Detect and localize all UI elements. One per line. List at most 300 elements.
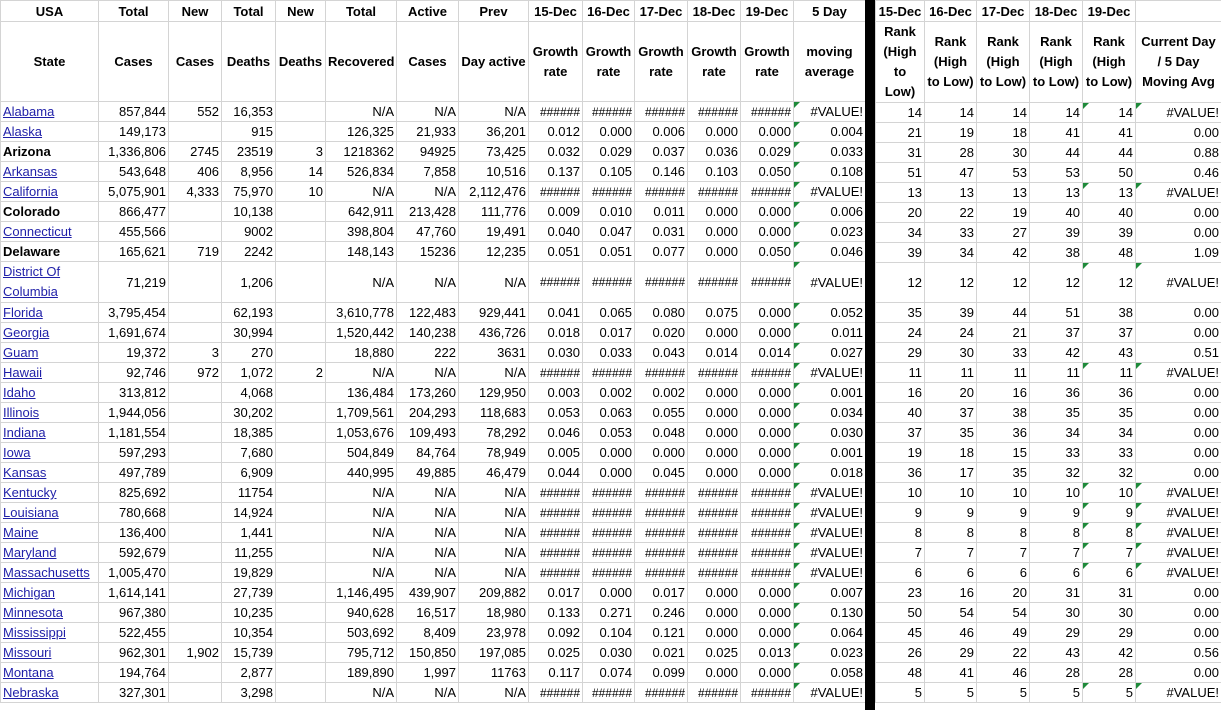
data-cell[interactable]: 1,072 [222,363,276,383]
state-name-cell[interactable]: Massachusetts [1,563,99,583]
data-cell[interactable]: #VALUE! [794,182,866,202]
data-cell[interactable]: 0.048 [635,423,688,443]
data-cell[interactable]: 126,325 [326,122,397,142]
rank-cell[interactable]: 48 [876,663,925,683]
rank-cell[interactable]: 30 [925,343,977,363]
data-cell[interactable]: 173,260 [397,383,459,403]
data-cell[interactable]: 4,333 [169,182,222,202]
data-cell[interactable] [169,403,222,423]
rank-cell[interactable]: 6 [925,563,977,583]
rank-cell[interactable]: 54 [977,603,1030,623]
data-cell[interactable]: 0.041 [529,303,583,323]
data-cell[interactable]: 552 [169,102,222,122]
data-cell[interactable]: N/A [397,363,459,383]
rank-cell[interactable]: 11 [977,363,1030,383]
data-cell[interactable]: 0.064 [794,623,866,643]
rank-cell[interactable]: 7 [876,543,925,563]
data-cell[interactable]: 0.000 [741,303,794,323]
data-cell[interactable]: 1,181,554 [99,423,169,443]
data-cell[interactable] [169,503,222,523]
data-cell[interactable]: 71,219 [99,262,169,303]
rank-cell[interactable]: 12 [977,263,1030,303]
state-name-cell[interactable]: Maine [1,523,99,543]
data-cell[interactable]: 0.000 [741,443,794,463]
rank-cell[interactable]: 31 [1030,583,1083,603]
data-cell[interactable]: 189,890 [326,663,397,683]
rank-cell[interactable]: 46 [977,663,1030,683]
data-cell[interactable]: 0.037 [635,142,688,162]
data-cell[interactable]: 8,956 [222,162,276,182]
data-cell[interactable]: 0.000 [688,443,741,463]
state-name-cell[interactable]: Florida [1,303,99,323]
rank-cell[interactable]: 17 [925,463,977,483]
data-cell[interactable]: 0.033 [794,142,866,162]
data-cell[interactable]: 543,648 [99,162,169,182]
data-cell[interactable]: 0.029 [741,142,794,162]
rank-cell[interactable]: 44 [1083,143,1136,163]
data-cell[interactable] [276,403,326,423]
data-cell[interactable]: 1,336,806 [99,142,169,162]
data-cell[interactable]: ###### [529,363,583,383]
data-cell[interactable]: 136,484 [326,383,397,403]
data-cell[interactable]: ###### [741,503,794,523]
data-cell[interactable]: 0.000 [741,423,794,443]
rank-cell[interactable]: 8 [1083,523,1136,543]
rank-cell[interactable]: 18 [977,123,1030,143]
data-cell[interactable]: 0.050 [741,242,794,262]
state-name-cell[interactable]: Connecticut [1,222,99,242]
data-cell[interactable]: N/A [397,503,459,523]
data-cell[interactable] [276,543,326,563]
state-name-cell[interactable]: Michigan [1,583,99,603]
data-cell[interactable]: 0.000 [688,423,741,443]
data-cell[interactable]: 597,293 [99,443,169,463]
rank-cell[interactable]: 7 [977,543,1030,563]
data-cell[interactable]: 2242 [222,242,276,262]
data-cell[interactable]: 0.000 [688,383,741,403]
rank-cell[interactable]: 14 [1030,103,1083,123]
data-cell[interactable]: 825,692 [99,483,169,503]
rank-cell[interactable]: 0.00 [1136,323,1221,343]
data-cell[interactable]: 0.246 [635,603,688,623]
rank-cell[interactable]: 13 [925,183,977,203]
data-cell[interactable]: ###### [529,683,583,703]
data-cell[interactable]: 1,691,674 [99,323,169,343]
data-cell[interactable]: 915 [222,122,276,142]
data-cell[interactable] [169,423,222,443]
data-cell[interactable] [169,383,222,403]
rank-cell[interactable]: 35 [925,423,977,443]
data-cell[interactable]: 165,621 [99,242,169,262]
state-name-cell[interactable]: Louisiana [1,503,99,523]
rank-cell[interactable]: 5 [977,683,1030,703]
data-cell[interactable]: ###### [635,563,688,583]
data-cell[interactable]: 36,201 [459,122,529,142]
data-cell[interactable]: N/A [326,182,397,202]
rank-cell[interactable]: 33 [925,223,977,243]
data-cell[interactable]: 0.023 [794,643,866,663]
data-cell[interactable]: N/A [326,523,397,543]
data-cell[interactable]: ###### [529,503,583,523]
data-cell[interactable]: ###### [741,182,794,202]
data-cell[interactable]: 0.000 [688,242,741,262]
rank-cell[interactable]: 0.88 [1136,143,1221,163]
rank-cell[interactable]: 44 [977,303,1030,323]
rank-cell[interactable]: 0.00 [1136,383,1221,403]
data-cell[interactable]: ###### [741,363,794,383]
data-cell[interactable]: N/A [397,182,459,202]
data-cell[interactable]: 47,760 [397,222,459,242]
rank-cell[interactable]: 34 [876,223,925,243]
data-cell[interactable]: 14 [276,162,326,182]
rank-cell[interactable]: #VALUE! [1136,523,1221,543]
header-cell[interactable]: Rank (High to Low) [1030,22,1083,103]
data-cell[interactable]: ###### [583,262,635,303]
rank-cell[interactable]: 29 [1083,623,1136,643]
data-cell[interactable]: ###### [688,683,741,703]
state-name-cell[interactable]: Minnesota [1,603,99,623]
data-cell[interactable] [169,262,222,303]
data-cell[interactable]: 0.009 [529,202,583,222]
rank-cell[interactable]: 11 [1030,363,1083,383]
data-cell[interactable]: 18,385 [222,423,276,443]
data-cell[interactable]: 0.020 [635,323,688,343]
data-cell[interactable] [276,503,326,523]
data-cell[interactable] [276,443,326,463]
header-cell[interactable]: 16-Dec [583,1,635,22]
header-cell[interactable]: Growth rate [635,22,688,102]
data-cell[interactable] [276,563,326,583]
data-cell[interactable]: 795,712 [326,643,397,663]
data-cell[interactable]: 10,235 [222,603,276,623]
data-cell[interactable]: 10,138 [222,202,276,222]
rank-cell[interactable]: 27 [977,223,1030,243]
rank-cell[interactable]: 36 [977,423,1030,443]
rank-cell[interactable]: 10 [977,483,1030,503]
data-cell[interactable]: 0.007 [794,583,866,603]
rank-cell[interactable]: 32 [1083,463,1136,483]
rank-cell[interactable]: 46 [925,623,977,643]
data-cell[interactable]: 2,877 [222,663,276,683]
data-cell[interactable]: ###### [583,523,635,543]
rank-cell[interactable]: 19 [925,123,977,143]
rank-cell[interactable]: #VALUE! [1136,563,1221,583]
data-cell[interactable]: ###### [529,523,583,543]
header-cell[interactable]: Prev [459,1,529,22]
data-cell[interactable]: 0.018 [529,323,583,343]
data-cell[interactable] [169,583,222,603]
data-cell[interactable]: 0.000 [688,463,741,483]
state-name-cell[interactable]: Kansas [1,463,99,483]
rank-cell[interactable]: 38 [1083,303,1136,323]
data-cell[interactable]: 0.010 [583,202,635,222]
data-cell[interactable]: 0.000 [741,323,794,343]
data-cell[interactable]: N/A [397,262,459,303]
data-cell[interactable]: 0.005 [529,443,583,463]
rank-cell[interactable]: 0.00 [1136,583,1221,603]
data-cell[interactable]: 327,301 [99,683,169,703]
data-cell[interactable]: 857,844 [99,102,169,122]
data-cell[interactable]: #VALUE! [794,363,866,383]
data-cell[interactable] [276,603,326,623]
data-cell[interactable] [276,102,326,122]
data-cell[interactable]: ###### [741,543,794,563]
rank-cell[interactable]: 29 [925,643,977,663]
rank-cell[interactable]: 16 [876,383,925,403]
data-cell[interactable]: 0.104 [583,623,635,643]
data-cell[interactable]: 18,880 [326,343,397,363]
data-cell[interactable]: ###### [635,262,688,303]
rank-cell[interactable]: 45 [876,623,925,643]
rank-cell[interactable]: 11 [925,363,977,383]
rank-cell[interactable]: 18 [925,443,977,463]
data-cell[interactable]: 0.032 [529,142,583,162]
data-cell[interactable] [169,663,222,683]
data-cell[interactable]: 0.006 [635,122,688,142]
data-cell[interactable]: ###### [741,563,794,583]
data-cell[interactable]: 0.030 [529,343,583,363]
data-cell[interactable]: ###### [635,503,688,523]
data-cell[interactable]: 406 [169,162,222,182]
data-cell[interactable]: #VALUE! [794,683,866,703]
rank-cell[interactable]: 0.00 [1136,603,1221,623]
rank-cell[interactable]: 0.00 [1136,123,1221,143]
rank-cell[interactable]: 28 [925,143,977,163]
rank-cell[interactable]: 51 [1030,303,1083,323]
data-cell[interactable] [169,202,222,222]
header-cell[interactable]: Recovered [326,22,397,102]
data-cell[interactable]: 5,075,901 [99,182,169,202]
rank-cell[interactable]: 37 [876,423,925,443]
data-cell[interactable]: 972 [169,363,222,383]
rank-cell[interactable]: 14 [1083,103,1136,123]
data-cell[interactable]: N/A [459,483,529,503]
data-cell[interactable]: 780,668 [99,503,169,523]
rank-cell[interactable]: 0.00 [1136,663,1221,683]
data-cell[interactable]: 9002 [222,222,276,242]
rank-cell[interactable]: 14 [925,103,977,123]
data-cell[interactable]: 3,795,454 [99,303,169,323]
data-cell[interactable]: 0.105 [583,162,635,182]
data-cell[interactable]: 0.077 [635,242,688,262]
header-cell[interactable]: Rank (High to Low) [977,22,1030,103]
rank-cell[interactable]: 0.00 [1136,443,1221,463]
data-cell[interactable]: 0.051 [529,242,583,262]
data-cell[interactable]: 398,804 [326,222,397,242]
header-cell[interactable]: USA [1,1,99,22]
data-cell[interactable]: 0.000 [741,663,794,683]
data-cell[interactable]: N/A [326,363,397,383]
data-cell[interactable]: 0.075 [688,303,741,323]
header-cell[interactable]: moving average [794,22,866,102]
data-cell[interactable]: 866,477 [99,202,169,222]
rank-cell[interactable]: 5 [1083,683,1136,703]
rank-cell[interactable]: 10 [1083,483,1136,503]
data-cell[interactable] [169,563,222,583]
header-cell[interactable]: Rank (High to Low) [925,22,977,103]
data-cell[interactable]: 0.034 [794,403,866,423]
rank-cell[interactable]: 33 [977,343,1030,363]
data-cell[interactable]: ###### [741,262,794,303]
data-cell[interactable]: 270 [222,343,276,363]
rank-cell[interactable]: #VALUE! [1136,543,1221,563]
data-cell[interactable]: 0.047 [583,222,635,242]
rank-cell[interactable]: 21 [876,123,925,143]
data-cell[interactable]: ###### [688,363,741,383]
data-cell[interactable]: 46,479 [459,463,529,483]
rank-cell[interactable]: 51 [876,163,925,183]
data-cell[interactable]: 0.000 [688,603,741,623]
header-cell[interactable]: 15-Dec [529,1,583,22]
rank-cell[interactable]: 15 [977,443,1030,463]
rank-cell[interactable]: 37 [925,403,977,423]
data-cell[interactable]: 0.000 [688,323,741,343]
header-cell[interactable]: 18-Dec [1030,1,1083,22]
data-cell[interactable]: 222 [397,343,459,363]
data-cell[interactable]: 0.108 [794,162,866,182]
data-cell[interactable]: 0.092 [529,623,583,643]
rank-cell[interactable]: 13 [977,183,1030,203]
data-cell[interactable] [276,623,326,643]
data-cell[interactable]: 0.011 [794,323,866,343]
data-cell[interactable]: #VALUE! [794,262,866,303]
rank-cell[interactable]: 42 [1030,343,1083,363]
rank-cell[interactable]: 0.00 [1136,463,1221,483]
data-cell[interactable]: 0.040 [529,222,583,242]
data-cell[interactable]: 3,610,778 [326,303,397,323]
data-cell[interactable]: 929,441 [459,303,529,323]
rank-cell[interactable]: 0.00 [1136,303,1221,323]
data-cell[interactable]: ###### [529,563,583,583]
rank-cell[interactable]: 34 [1083,423,1136,443]
data-cell[interactable]: ###### [688,543,741,563]
data-cell[interactable]: #VALUE! [794,483,866,503]
header-cell[interactable]: Growth rate [529,22,583,102]
state-name-cell[interactable]: Georgia [1,323,99,343]
data-cell[interactable]: 1,997 [397,663,459,683]
data-cell[interactable]: 92,746 [99,363,169,383]
rank-cell[interactable]: 7 [925,543,977,563]
rank-cell[interactable]: 30 [1083,603,1136,623]
rank-cell[interactable]: 34 [925,243,977,263]
header-cell[interactable]: Current Day / 5 Day Moving Avg [1136,22,1221,103]
data-cell[interactable]: 23,978 [459,623,529,643]
rank-cell[interactable]: 32 [1030,463,1083,483]
data-cell[interactable]: ###### [583,363,635,383]
data-cell[interactable]: N/A [326,683,397,703]
data-cell[interactable]: 3 [169,343,222,363]
data-cell[interactable]: 0.000 [741,603,794,623]
data-cell[interactable]: ###### [688,563,741,583]
rank-cell[interactable]: 10 [876,483,925,503]
data-cell[interactable]: N/A [397,523,459,543]
state-name-cell[interactable]: Iowa [1,443,99,463]
rank-cell[interactable]: #VALUE! [1136,363,1221,383]
rank-cell[interactable]: 35 [977,463,1030,483]
data-cell[interactable]: 2 [276,363,326,383]
data-cell[interactable] [169,323,222,343]
data-cell[interactable]: 0.044 [529,463,583,483]
data-cell[interactable]: 0.000 [741,202,794,222]
data-cell[interactable]: 0.000 [635,443,688,463]
data-cell[interactable]: N/A [397,543,459,563]
rank-cell[interactable]: 11 [1083,363,1136,383]
data-cell[interactable]: #VALUE! [794,523,866,543]
data-cell[interactable]: N/A [459,563,529,583]
state-name-cell[interactable]: Idaho [1,383,99,403]
data-cell[interactable]: 642,911 [326,202,397,222]
data-cell[interactable] [276,323,326,343]
data-cell[interactable]: 0.036 [688,142,741,162]
rank-cell[interactable]: 12 [925,263,977,303]
header-cell[interactable]: Rank (High to Low) [1083,22,1136,103]
data-cell[interactable]: 522,455 [99,623,169,643]
data-cell[interactable]: ###### [529,102,583,122]
data-cell[interactable]: 21,933 [397,122,459,142]
rank-cell[interactable]: 38 [977,403,1030,423]
data-cell[interactable]: 0.000 [583,443,635,463]
data-cell[interactable]: 7,680 [222,443,276,463]
rank-cell[interactable]: 10 [1030,483,1083,503]
data-cell[interactable]: 0.000 [688,222,741,242]
rank-cell[interactable]: 42 [977,243,1030,263]
rank-cell[interactable]: 50 [1083,163,1136,183]
rank-cell[interactable]: 12 [1083,263,1136,303]
rank-cell[interactable]: 10 [925,483,977,503]
data-cell[interactable]: 0.004 [794,122,866,142]
data-cell[interactable] [276,663,326,683]
header-cell[interactable]: Total [326,1,397,22]
state-name-cell[interactable]: Guam [1,343,99,363]
data-cell[interactable]: 0.000 [583,122,635,142]
data-cell[interactable] [276,202,326,222]
rank-cell[interactable]: 0.51 [1136,343,1221,363]
data-cell[interactable]: N/A [326,262,397,303]
data-cell[interactable] [276,683,326,703]
data-cell[interactable]: 7,858 [397,162,459,182]
data-cell[interactable]: 209,882 [459,583,529,603]
rank-cell[interactable]: 9 [925,503,977,523]
data-cell[interactable]: 0.080 [635,303,688,323]
state-name-cell[interactable]: Illinois [1,403,99,423]
state-name-cell[interactable]: Mississippi [1,623,99,643]
data-cell[interactable]: 0.000 [688,663,741,683]
data-cell[interactable]: 10,516 [459,162,529,182]
rank-cell[interactable]: 53 [977,163,1030,183]
data-cell[interactable]: 2745 [169,142,222,162]
data-cell[interactable]: ###### [635,363,688,383]
rank-cell[interactable]: 35 [1030,403,1083,423]
data-cell[interactable]: 0.006 [794,202,866,222]
data-cell[interactable]: 0.146 [635,162,688,182]
data-cell[interactable]: 0.065 [583,303,635,323]
data-cell[interactable]: 0.001 [794,443,866,463]
data-cell[interactable] [169,303,222,323]
data-cell[interactable]: 0.011 [635,202,688,222]
data-cell[interactable]: 0.021 [635,643,688,663]
rank-cell[interactable]: 31 [1083,583,1136,603]
data-cell[interactable]: ###### [635,523,688,543]
data-cell[interactable]: 0.031 [635,222,688,242]
data-cell[interactable]: 0.000 [741,623,794,643]
rank-cell[interactable]: 0.00 [1136,223,1221,243]
header-cell[interactable]: Deaths [222,22,276,102]
data-cell[interactable]: 0.000 [741,122,794,142]
rank-cell[interactable]: 8 [1030,523,1083,543]
data-cell[interactable]: 0.030 [794,423,866,443]
data-cell[interactable] [169,683,222,703]
data-cell[interactable]: 16,353 [222,102,276,122]
